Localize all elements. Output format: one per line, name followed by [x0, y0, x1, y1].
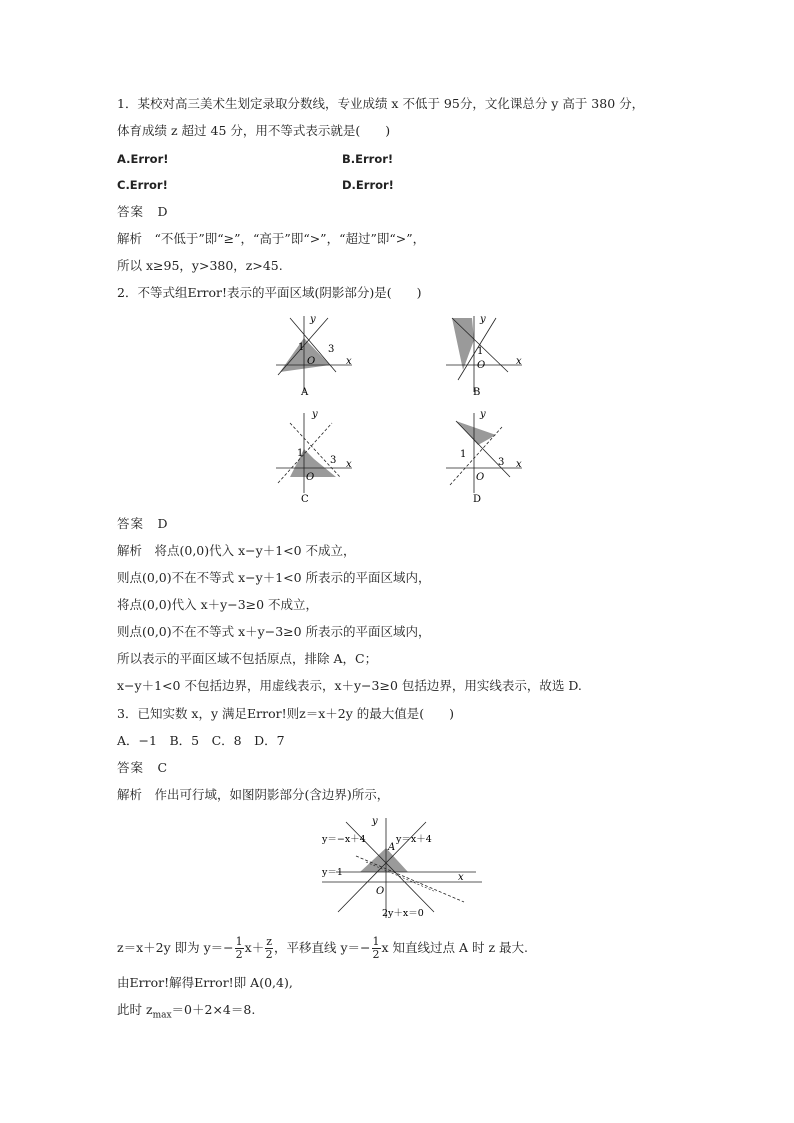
label-line2: y＝x＋4	[396, 834, 432, 845]
q2-figure-c	[268, 405, 358, 505]
tick-1: 1	[477, 346, 484, 357]
tick-1: 1	[297, 448, 304, 459]
axis-y-label: y	[310, 314, 316, 325]
q1-stem-line1: 1．某校对高三美术生划定录取分数线，专业成绩 x 不低于 95分，文化课总分 y 高于 380 分，	[117, 96, 645, 111]
q2-analysis-line4: 则点(0,0)不在不等式 x＋y−3≥0 所表示的平面区域内，	[117, 624, 431, 639]
axis-y-label: y	[480, 409, 486, 420]
q3-analysis-line1: 解析 作出可行域，如图阴影部分(含边界)所示，	[117, 787, 390, 802]
q2-stem: 2．不等式组Error!表示的平面区域(阴影部分)是( )	[117, 285, 422, 300]
point-a-label: A	[388, 842, 396, 853]
label-line1: y＝−x＋4	[322, 834, 366, 845]
tick-3: 3	[330, 455, 337, 466]
label-line3: y＝1	[322, 867, 343, 878]
q2-figure-b	[438, 310, 528, 400]
text-segment: ，平移直线 y＝−	[274, 940, 371, 955]
q1-answer: 答案 D	[117, 204, 169, 219]
q3-stem: 3．已知实数 x，y 满足Error!则z＝x＋2y 的最大值是( )	[117, 706, 454, 721]
q3-analysis-line2	[117, 936, 528, 961]
q1-option-d: D.Error!	[342, 178, 394, 192]
axis-y-label: y	[312, 409, 318, 420]
q2-analysis-line5: 所以表示的平面区域不包括原点，排除 A，C；	[117, 651, 378, 666]
text-segment: z＝x＋2y 即为 y＝−	[117, 940, 234, 955]
axis-y-label: y	[372, 816, 378, 827]
figure-label-c: C	[301, 494, 309, 505]
axis-x-label: x	[346, 459, 352, 470]
fraction	[235, 936, 244, 961]
q1-analysis-line2: 所以 x≥95，y>380，z>45.	[117, 258, 283, 273]
q1-option-c: C.Error!	[117, 178, 168, 192]
tick-1: 1	[298, 342, 305, 353]
axis-x-label: x	[516, 356, 522, 367]
fraction-numerator: 1	[235, 935, 243, 948]
label-line4: 2y＋x＝0	[382, 908, 424, 919]
origin-label: O	[306, 472, 315, 483]
subscript: max	[152, 1010, 172, 1021]
q2-figure-d	[438, 405, 528, 505]
axis-x-label: x	[346, 356, 352, 367]
line-2y-plus-x-0	[356, 856, 464, 902]
figure-label-d: D	[473, 494, 482, 505]
text-segment: x 知直线过点 A 时 z 最大.	[381, 940, 529, 955]
tick-3: 3	[328, 344, 335, 355]
axis-x-label: x	[458, 872, 464, 883]
shaded-region	[452, 318, 474, 370]
q3-answer: 答案 C	[117, 760, 169, 775]
text-segment: 此时 z	[117, 1002, 153, 1017]
fraction-denominator: 2	[372, 948, 380, 961]
fraction-numerator: z	[266, 935, 272, 948]
axis-x-label: x	[516, 459, 522, 470]
fraction-numerator: 1	[372, 935, 380, 948]
origin-label: O	[477, 360, 486, 371]
origin-label: O	[476, 472, 485, 483]
text-segment: x＋	[244, 940, 265, 955]
q1-stem-line2: 体育成绩 z 超过 45 分，用不等式表示就是( )	[117, 123, 391, 138]
fraction	[265, 936, 273, 961]
q1-option-b: B.Error!	[342, 152, 394, 166]
q2-analysis-line1: 解析 将点(0,0)代入 x−y＋1<0 不成立，	[117, 543, 356, 558]
q3-analysis-line3: 由Error!解得Error!即 A(0,4),	[117, 975, 293, 990]
q2-analysis-line2: 则点(0,0)不在不等式 x−y＋1<0 所表示的平面区域内，	[117, 570, 431, 585]
q2-analysis-line3: 将点(0,0)代入 x＋y−3≥0 不成立，	[117, 597, 319, 612]
q1-analysis-line1: 解析 “不低于”即“≥”，“高于”即“>”，“超过”即“>”，	[117, 231, 426, 246]
text-segment: ＝0＋2×4＝8.	[171, 1002, 256, 1017]
tick-1: 1	[460, 449, 467, 460]
figure-label-a: A	[301, 387, 309, 398]
q3-options: A．−1 B．5 C．8 D．7	[117, 733, 285, 748]
figure-label-b: B	[473, 387, 481, 398]
fraction-denominator: 2	[235, 948, 243, 961]
q3-figure	[316, 812, 488, 924]
q2-figure-a	[268, 310, 358, 400]
origin-label: O	[307, 356, 316, 367]
feasible-region	[360, 848, 408, 872]
tick-3: 3	[498, 457, 505, 468]
axis-y-label: y	[480, 314, 486, 325]
q3-analysis-line4	[117, 1002, 255, 1024]
fraction-denominator: 2	[265, 948, 273, 961]
q2-analysis-line6: x−y＋1<0 不包括边界，用虚线表示，x＋y−3≥0 包括边界，用实线表示，故选 D.	[117, 678, 582, 693]
q2-answer: 答案 D	[117, 516, 169, 531]
fraction	[372, 936, 381, 961]
origin-label: O	[376, 886, 385, 897]
q1-option-a: A.Error!	[117, 152, 169, 166]
shaded-region	[280, 338, 330, 372]
